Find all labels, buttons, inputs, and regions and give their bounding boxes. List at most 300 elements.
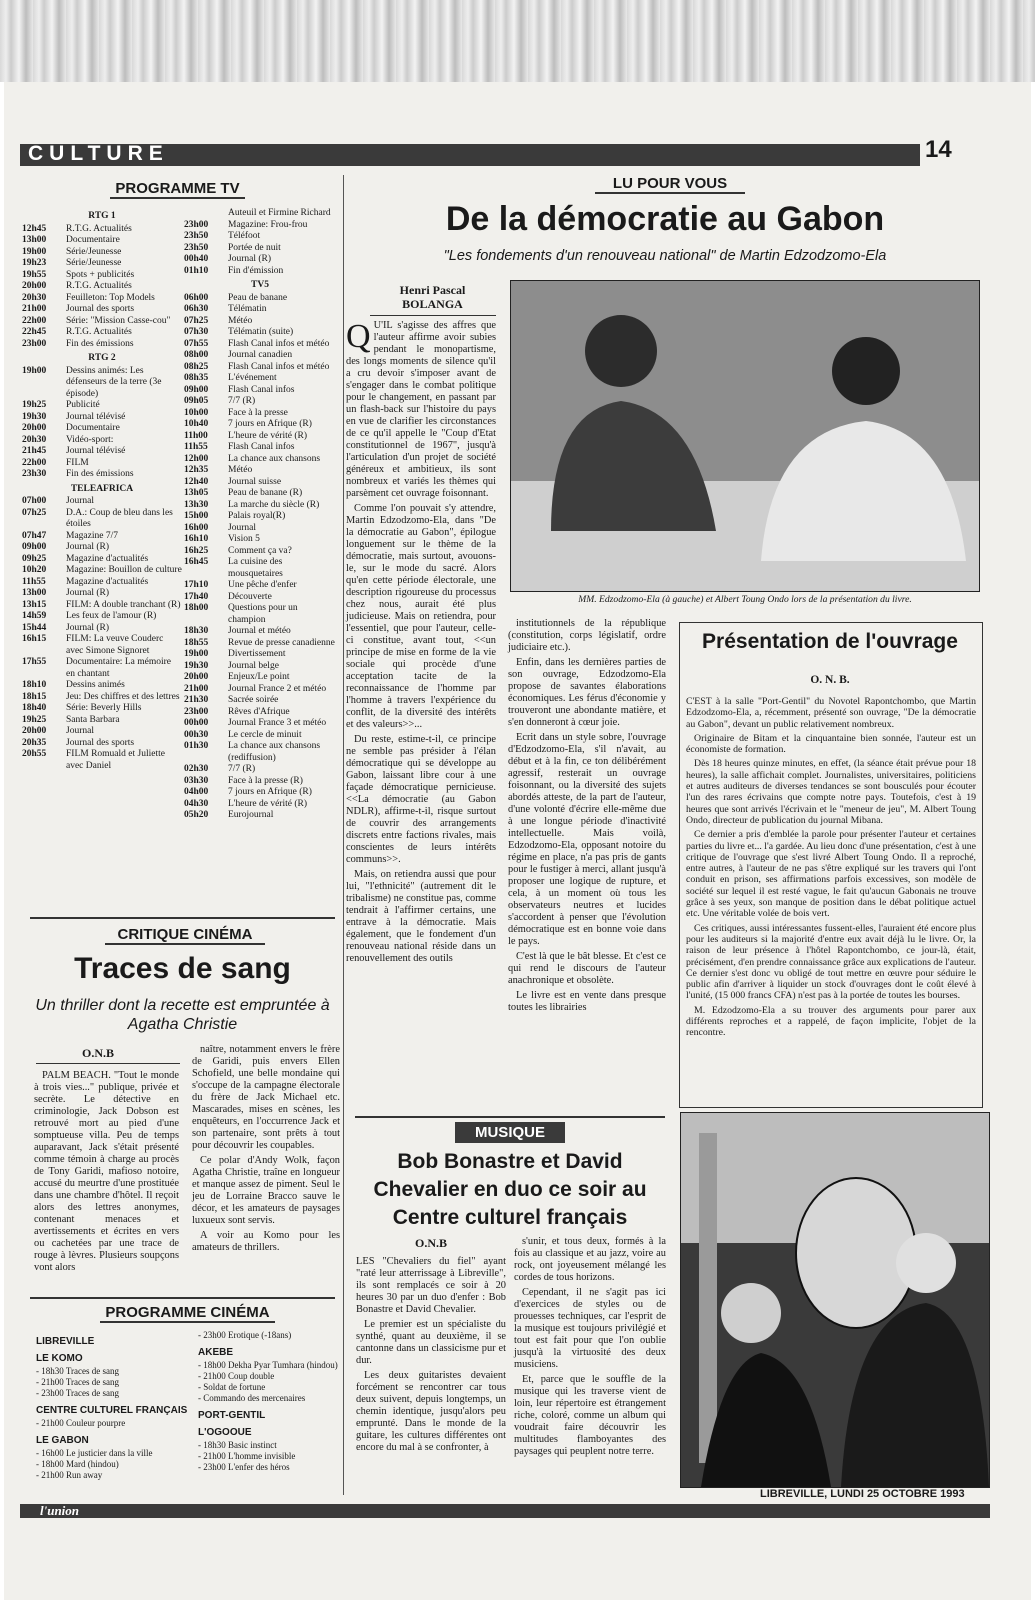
tv-programme: Comment ça va? <box>228 545 292 556</box>
cinema-showing: - 23h00 Traces de sang <box>36 1388 119 1398</box>
cinema-showing: - 16h00 Le justicier dans la ville <box>36 1448 153 1458</box>
cinema-showing: - 21h00 L'homme invisible <box>198 1451 296 1461</box>
tv-time: 14h59 <box>22 611 47 621</box>
tv-listing-row <box>184 787 336 799</box>
tv-listing-row <box>184 764 336 776</box>
tv-programme: Face à la presse <box>228 407 288 418</box>
tv-programme: Une pêche d'enfer <box>228 580 297 590</box>
tv-programme: Peau de banane <box>228 292 288 303</box>
tv-programme: Journal (R) <box>66 588 110 598</box>
tv-listing-row <box>184 465 336 477</box>
tv-listing-row <box>184 419 336 431</box>
photo-musicians <box>680 1112 990 1488</box>
tv-listing-row <box>22 634 182 657</box>
tv-programme: R.T.G. Actualités <box>66 281 132 291</box>
cinema-location: CENTRE CULTUREL FRANÇAIS <box>36 1405 188 1416</box>
tv-listing-row <box>22 508 182 531</box>
tv-listing-row <box>22 224 182 236</box>
lu-pour-vous-byline: Henri Pascal BOLANGA <box>399 283 466 311</box>
tv-programme: Enjeux/Le point <box>228 672 290 682</box>
tv-time: 23h50 <box>184 231 209 241</box>
tv-programme: Journal (R) <box>66 622 110 633</box>
lu-pour-vous-subtitle: "Les fondements d'un renouveau national" de Martin Edzodzomo-Ela <box>443 248 887 264</box>
tv-programme: Rêves d'Afrique <box>228 706 290 717</box>
tv-time: 20h00 <box>184 672 209 682</box>
tv-time: 19h25 <box>22 400 47 410</box>
cinema-showing: - 21h00 Traces de sang <box>36 1377 119 1387</box>
tv-listing-row <box>184 316 336 328</box>
tv-programme: Flash Canal infos <box>228 384 295 395</box>
tv-time: 07h55 <box>184 338 209 349</box>
tv-listing-row <box>22 588 182 600</box>
critique-col1: PALM BEACH. "Tout le monde à trois vies..." publique, privée et secrète. Le détective en criminologie, Jack Dobson est retrouvé mort au pied d'une somptueuse villa. Peu de temps auparavant, Jack s'était présenté comme témoin à charge au procès de Tony Garidi, mafioso notoire, accusé du meurtre d'une prostituée dans une chambre d'hôtel. Il reçoit alors des lettres anonymes, contenant menaces et avertissements et écrites en vers ou cachetées par une trace de rouge à lèvres. Plusieurs soupçons vont alors <box>34 1070 179 1273</box>
tv-programme: Peau de banane (R) <box>228 488 303 498</box>
tv-listing-row <box>184 511 336 523</box>
tv-programme: Santa Barbara <box>66 714 120 725</box>
tv-time: 01h30 <box>184 741 209 751</box>
tv-time: 16h45 <box>184 557 209 567</box>
tv-time: 08h25 <box>184 361 209 372</box>
lu-pour-vous-title: De la démocratie au Gabon <box>445 200 885 238</box>
cinema-showing: - Commando des mercenaires <box>198 1393 306 1403</box>
tv-time: 07h00 <box>22 496 47 506</box>
programme-tv-title: PROGRAMME TV <box>110 180 245 199</box>
cinema-showing: - 21h00 Coup double <box>198 1371 275 1381</box>
tv-programme: Télématin <box>228 304 267 314</box>
tv-listing-row <box>22 235 182 247</box>
tv-programme: Fin d'émission <box>228 265 284 276</box>
cinema-showing: - Soldat de fortune <box>198 1382 266 1392</box>
tv-listing-row <box>22 446 182 458</box>
divider <box>30 917 335 919</box>
tv-programme: Série/Jeunesse <box>66 246 122 257</box>
cinema-showing: - 21h00 Couleur pourpre <box>36 1418 126 1428</box>
cinema-location: L'OGOOUE <box>198 1427 252 1438</box>
tv-programme: Météo <box>228 315 253 326</box>
tv-listing-row <box>22 600 182 612</box>
tv-listing-row <box>22 623 182 635</box>
tv-programme: L'heure de vérité (R) <box>228 430 307 441</box>
tv-listing-row <box>22 270 182 282</box>
tv-programme: Dessins animés <box>66 680 125 690</box>
tv-programme: La chance aux chansons <box>228 453 321 464</box>
tv-listing-row <box>22 680 182 692</box>
tv-programme: Journal <box>228 522 256 533</box>
tv-time: 20h00 <box>22 726 47 736</box>
tv-listing-row <box>22 339 182 351</box>
tv-time: 15h00 <box>184 511 209 521</box>
tv-programme: Magazine d'actualités <box>66 553 149 564</box>
tv-programme: Flash Canal infos et météo <box>228 361 330 372</box>
tv-programme: 7 jours en Afrique (R) <box>228 419 312 429</box>
tv-programme: 7/7 (R) <box>228 396 256 406</box>
tv-programme: Documentaire <box>66 423 120 433</box>
tv-time: 00h30 <box>184 729 209 740</box>
tv-listing-row <box>184 810 336 822</box>
tv-time: 08h35 <box>184 373 209 383</box>
tv-listing-row <box>184 730 336 742</box>
tv-time: 19h55 <box>22 269 47 280</box>
cinema-showing: - 18h00 Dekha Pyar Tumhara (hindou) <box>198 1360 338 1370</box>
tv-time: 17h40 <box>184 591 209 602</box>
tv-listing-row <box>22 366 182 401</box>
footer-paper: l'union <box>40 1503 80 1518</box>
tv-time: 12h00 <box>184 453 209 464</box>
tv-time: 23h00 <box>184 706 209 717</box>
tv-listing-row <box>184 254 336 266</box>
tv-listing-row <box>184 661 336 673</box>
tv-programme: Palais royal(R) <box>228 511 286 521</box>
tv-programme: Journal des sports <box>66 737 135 748</box>
tv-listing-row <box>184 266 336 278</box>
tv-programme: Téléfoot <box>228 231 261 241</box>
musique-col1: LES "Chevaliers du fiel" ayant "raté leur atterrissage à Libreville", ils sont remplacés ce soir à 20 heures 30 par un duo d'enfer : Bob Bonastre et David Chevalier. Le premier est un spécialiste du synthé, quant au deuxième, il se cantonne dans un classicisme pur et dur. Les deux guitaristes devaient forcément se rencontrer car tous deux suivent, depuis longtemps, un chemin identique, jusqu'alors peu emprunté. Dans le monde de la guitare, les cultures différentes ont encore du mal à se confronter, à <box>356 1256 506 1453</box>
critique-kicker: CRITIQUE CINÉMA <box>105 926 265 945</box>
tv-programme: Série: Beverly Hills <box>66 703 142 713</box>
tv-programme: Journal <box>66 726 94 736</box>
tv-time: 01h10 <box>184 265 209 276</box>
tv-listing-row <box>22 258 182 270</box>
tv-listing-col2 <box>184 208 336 822</box>
tv-programme: Journal France 3 et météo <box>228 718 327 728</box>
tv-programme: Jeu: Des chiffres et des lettres <box>66 691 180 702</box>
tv-programme: Documentaire: La mémoire en chantant <box>66 657 171 679</box>
tv-programme: FILM Romuald et Juliette avec Daniel <box>66 749 165 771</box>
footer-band <box>20 1504 990 1518</box>
cinema-showing: - 21h00 Run away <box>36 1470 103 1480</box>
tv-programme: Feuilleton: Top Models <box>66 292 155 303</box>
tv-programme: Météo <box>228 465 253 475</box>
tv-programme: Journal télévisé <box>66 446 126 456</box>
tv-listing-row <box>184 431 336 443</box>
tv-listing-row <box>22 304 182 316</box>
tv-time: 17h55 <box>22 657 47 667</box>
tv-programme: FILM <box>66 457 89 468</box>
tv-time: 16h15 <box>22 634 47 644</box>
tv-time: 23h30 <box>22 469 47 479</box>
tv-time: 19h23 <box>22 258 47 268</box>
tv-listing-row <box>184 488 336 500</box>
critique-col2: naître, notamment envers le frère de Garidi, puis envers Ellen Schofield, une belle mondaine qui s'occupe de la campagne électorale du frère de Jack Michael etc. Mascarades, mises en scènes, les enquêteurs, en l'occurrence Jack et son partenaire, sont prêts à tout pour découvrir les coupables. Ce polar d'Andy Wolk, façon Agatha Christie, traîne en longueur et manque assez de piment. Seul le jeu de Lorraine Bracco sauve le décor, et les amateurs de paysages luxueux sont servis. A voir au Komo pour les amateurs de thrillers. <box>192 1044 340 1253</box>
tv-time: 11h55 <box>184 442 208 452</box>
tv-time: 04h30 <box>184 798 209 809</box>
cinema-location: LIBREVILLE <box>36 1336 95 1347</box>
tv-listing-row <box>184 500 336 512</box>
tv-time: 06h00 <box>184 292 209 303</box>
tv-programme: Magazine: Bouillon de culture <box>66 565 182 575</box>
tv-programme: Journal (R) <box>228 254 272 264</box>
tv-listing-row <box>184 408 336 420</box>
tv-programme: Sacrée soirée <box>228 695 279 705</box>
tv-time: 18h40 <box>22 703 47 713</box>
tv-listing-row <box>22 281 182 293</box>
tv-programme: Télématin (suite) <box>228 327 294 337</box>
tv-listing-row <box>22 611 182 623</box>
tv-programme: Magazine 7/7 <box>66 530 118 541</box>
tv-listing-row <box>184 373 336 385</box>
tv-programme: Magazine d'actualités <box>66 576 149 587</box>
tv-time: 21h00 <box>22 304 47 314</box>
tv-listing-row <box>184 626 336 638</box>
tv-listing-row <box>22 458 182 470</box>
tv-programme: FILM: La veuve Couderc avec Simone Signoret <box>66 634 164 656</box>
tv-programme: Le cercle de minuit <box>228 729 302 740</box>
tv-time: 07h25 <box>184 315 209 326</box>
tv-programme: Face à la presse (R) <box>228 775 303 786</box>
presentation-body: C'EST à la salle "Port-Gentil" du Novotel Rapontchombo, que Martin Edzodzomo-Ela, a, récemment, présenté son ouvrage, "De la démocratie au Gabon", devant un public relativement nombreux. Originaire de Bitam et la cinquantaine bien sonnée, l'auteur est un économiste de formation. Dès 18 heures quinze minutes, en effet, (la séance était prévue pour 18 heures), la salle affichait complet. Journalistes, universitaires, politiciens et autres auditeurs de diverses tendances se sont bousculés pour écouter l'un des rares écrivains que compte notre pays. Toutefois, c'est à 19 heures que sont arrivés l'écrivain et le "meneur de jeu", M. Albert Toung Ondo, directeur de publication du journal Mibana. Ce dernier a pris d'emblée la parole pour présenter l'auteur et certaines parties du livre et... l'a gardée. Au lieu donc d'une présentation, c'est à une critique de l'ouvrage que s'est livré Albert Toung Ondo. Il a reproché, entre autres, à l'auteur de ne pas s'être expliqué sur les travers qui l'ont conduit en prison, ses affirmations parfois excessives, son modèle de société sur lequel il est resté vague, le fait qu'aucun Gabonais ne trouve grâce à ses yeux, son manque de position dans le débat politique actuel etc. Une véritable volée de bois vert. Ces critiques, aussi intéressantes fussent-elles, l'auraient été encore plus pour les auditeurs si la majorité d'entre eux avait déjà lu le livre. Or, la raison de leur présence à l'hôtel Rapontchombo, ce jour-là, était, précisément, d'en prendre connaissance grâce aux explications de l'auteur. Ce dernier s'est donc vu obligé de tout mettre en œuvre pour séduire le public afin d'arriver à liquider un stock d'ouvrages dont le coût élevé à l'unité, (15 000 francs CFA) n'est pas à la portée de toutes les bourses. M. Edzodzomo-Ela a su trouver des arguments pour parer aux différents reproches et a rappelé, de façon implicite, l'objet de la rencontre. <box>686 696 976 1039</box>
tv-programme: Divertissement <box>228 649 286 659</box>
tv-time: 04h00 <box>184 787 209 797</box>
tv-station-name: RTG 1 <box>88 211 116 221</box>
tv-listing-row <box>184 293 336 305</box>
tv-listing-row <box>22 469 182 481</box>
lu-pour-vous-col2: institutionnels de la république (constitution, corps législatif, ordre judiciaire etc.). Enfin, dans les dernières parties de son ouvrage, Edzodzomo-Ela propose de savantes élaborations économiques. Les férus d'économie y trouveront une abondante matière, et s'en donneront à cœur joie. Ecrit dans un style sobre, l'ouvrage d'Edzodzomo-Ela, s'il n'avait, au début et à la fin, ce ton délibérément agressif, resterait un ouvrage foisonnant, ou la diversité des sujets abordés atteste, de la part de l'auteur, d'une volonté d'écrire elle-même due à une longue période d'inactivité intellectuelle. Mais voilà, Edzodzomo-Ela, opposant notoire du régime en place, n'a pas pris de gants pour le fustiger à merci, allant jusqu'à proposer une logique de rupture, et cela, à un moment où tous les observateurs neutres et lucides s'accordent à penser que l'évolution démocratique est en bonne voie dans le pays. C'est là que le bât blesse. Et c'est ce qui rend le discours de l'auteur anachronique et obsolète. Le livre est en vente dans presque toutes les librairies <box>508 618 666 1013</box>
tv-time: 06h30 <box>184 304 209 314</box>
byline-rule <box>36 1063 180 1064</box>
tv-listing-row <box>22 435 182 447</box>
cinema-location: AKEBE <box>198 1347 234 1358</box>
tv-programme: Questions pour un champion <box>228 603 298 625</box>
cinema-showing: - 18h30 Traces de sang <box>36 1366 119 1376</box>
tv-listing-row <box>22 247 182 259</box>
column-rule <box>343 175 344 1495</box>
tv-programme: Vision 5 <box>228 534 260 544</box>
tv-listing-row <box>184 477 336 489</box>
tv-time: 08h00 <box>184 350 209 360</box>
page-number: 14 <box>925 136 952 163</box>
tv-programme: Journal télévisé <box>66 411 126 422</box>
tv-listing-row <box>184 327 336 339</box>
cinema-showing: - 23h00 Erotique (-18ans) <box>198 1330 292 1340</box>
tv-time: 09h00 <box>184 384 209 395</box>
tv-programme: Série: "Mission Casse-cou" <box>66 315 171 326</box>
tv-time: 12h35 <box>184 465 209 475</box>
photo-guitars <box>681 1113 989 1487</box>
tv-listing-row <box>184 339 336 351</box>
tv-listing-row <box>184 208 336 220</box>
section-title: CULTURE <box>28 142 169 165</box>
cinema-listing-left <box>36 1330 196 1481</box>
tv-listing-row <box>22 738 182 750</box>
tv-time: 19h30 <box>22 411 47 422</box>
tv-time: 02h30 <box>184 764 209 774</box>
photo-authors <box>510 280 980 592</box>
tv-programme: Journal suisse <box>228 476 282 487</box>
tv-listing-row <box>184 454 336 466</box>
tv-time: 18h00 <box>184 603 209 613</box>
tv-time: 00h00 <box>184 718 209 728</box>
tv-programme: Fin des émissions <box>66 338 134 349</box>
tv-time: 00h40 <box>184 254 209 264</box>
tv-time: 12h45 <box>22 223 47 234</box>
tv-programme: Journal (R) <box>66 542 110 552</box>
tv-listing-col1 <box>22 208 182 772</box>
tv-time: 13h30 <box>184 499 209 510</box>
tv-listing-row <box>22 657 182 680</box>
cinema-listing-right <box>198 1330 346 1473</box>
tv-listing-row <box>22 703 182 715</box>
tv-listing-row <box>184 718 336 730</box>
tv-programme: Journal canadien <box>228 350 293 360</box>
tv-time: 16h25 <box>184 545 209 556</box>
programme-cinema-title: PROGRAMME CINÉMA <box>100 1304 275 1323</box>
cinema-location: LE GABON <box>36 1435 89 1446</box>
presentation-byline: O. N. B. <box>810 674 850 686</box>
tv-listing-row <box>22 565 182 577</box>
musique-title: Bob Bonastre et David Chevalier en duo ce soir au Centre culturel français <box>373 1150 647 1229</box>
tv-time: 19h00 <box>22 246 47 257</box>
tv-listing-row <box>184 546 336 558</box>
tv-programme: Magazine: Frou-frou <box>228 219 308 230</box>
tv-listing-row <box>184 557 336 580</box>
tv-programme: Journal France 2 et météo <box>228 683 327 694</box>
tv-programme: Spots + publicités <box>66 269 135 280</box>
tv-time: 09h25 <box>22 553 47 564</box>
tv-programme: Revue de presse canadienne <box>228 637 335 648</box>
tv-programme: Journal des sports <box>66 304 135 314</box>
tv-time: 09h00 <box>22 542 47 552</box>
tv-time: 21h30 <box>184 695 209 705</box>
tv-listing-row <box>184 649 336 661</box>
tv-programme: R.T.G. Actualités <box>66 327 132 337</box>
tv-programme: R.T.G. Actualités <box>66 223 132 234</box>
tv-programme: Flash Canal infos <box>228 442 295 452</box>
tv-listing-row <box>22 400 182 412</box>
tv-listing-row <box>184 442 336 454</box>
tv-listing-row <box>184 396 336 408</box>
tv-listing-row <box>184 707 336 719</box>
byline-rule <box>370 315 496 316</box>
cinema-location: PORT-GENTIL <box>198 1410 266 1421</box>
tv-time: 20h30 <box>22 292 47 303</box>
tv-time: 13h05 <box>184 488 209 498</box>
lu-pour-vous-kicker: LU POUR VOUS <box>595 175 745 194</box>
cinema-showing: - 18h00 Mard (hindou) <box>36 1459 119 1469</box>
musique-kicker: MUSIQUE <box>455 1122 565 1143</box>
tv-time: 07h25 <box>22 507 47 518</box>
tv-listing-row <box>184 580 336 592</box>
cinema-location: LE KOMO <box>36 1353 83 1364</box>
tv-time: 11h55 <box>22 576 46 587</box>
tv-listing-row <box>184 603 336 626</box>
tv-time: 21h45 <box>22 446 47 456</box>
tv-time: 20h30 <box>22 434 47 445</box>
divider <box>355 1116 665 1118</box>
tv-time: 19h00 <box>22 365 47 376</box>
tv-programme: Fin des émissions <box>66 469 134 479</box>
tv-station-name: TV5 <box>251 280 269 290</box>
tv-time: 10h20 <box>22 565 47 575</box>
tv-programme: Journal belge <box>228 660 279 671</box>
tv-time: 10h00 <box>184 407 209 418</box>
tv-listing-row <box>184 684 336 696</box>
tv-listing-row <box>22 316 182 328</box>
cinema-showing: - 23h00 L'enfer des héros <box>198 1462 290 1472</box>
tv-time: 17h10 <box>184 580 209 590</box>
tv-programme: 7 jours en Afrique (R) <box>228 787 312 797</box>
tv-listing-row <box>184 523 336 535</box>
tv-listing-row <box>184 534 336 546</box>
tv-time: 19h25 <box>22 714 47 725</box>
tv-listing-row <box>22 327 182 339</box>
tv-time <box>184 208 228 220</box>
tv-programme: Les feux de l'amour (R) <box>66 611 157 621</box>
tv-programme: 7/7 (R) <box>228 764 256 774</box>
tv-time: 13h00 <box>22 588 47 598</box>
tv-time: 18h15 <box>22 691 47 702</box>
tv-time: 20h35 <box>22 737 47 748</box>
tv-listing-row <box>22 726 182 738</box>
tv-programme: L'événement <box>228 373 277 383</box>
tv-time: 11h00 <box>184 430 208 441</box>
tv-listing-row <box>22 749 182 772</box>
tv-listing-row <box>22 423 182 435</box>
tv-listing-row <box>184 362 336 374</box>
tv-time: 21h00 <box>184 683 209 694</box>
tv-programme: Dessins animés: Les défenseurs de la terre (3e épisode) <box>66 365 162 399</box>
tv-time: 09h05 <box>184 396 209 406</box>
tv-programme: Auteuil et Firmine Richard <box>228 208 331 218</box>
tv-time: 20h00 <box>22 423 47 433</box>
tv-listing-row <box>22 412 182 424</box>
tv-programme: Eurojournal <box>228 810 274 820</box>
tv-time: 07h47 <box>22 530 47 541</box>
tv-programme: La chance aux chansons (rediffusion) <box>228 741 321 763</box>
lu-pour-vous-col1: Q U'IL s'agisse des affres que l'auteur affirme avoir subies pendant le monopartisme, des longs moments de silence qu'il a cru devoir s'imposer avant de s'engager dans le combat politique pour le changement, en passant par un flash-back sur l'histoire du pays en vue de clarifier les circonstances de ce qu'il appelle le "Coup d'Etat constitutionnel de 1967", jusqu'à l'articulation d'un projet de société généreux et ambitieux, ils sont nombreux et variés les thèmes qui parsèment cet ouvrage foisonnant. Comme l'on pouvait s'y attendre, Martin Edzodzomo-Ela, dans "De la démocratie au Gabon", épilogue longuement sur le thème de la démocratie, mais surtout, avouons-le, sur le mode du sacré. Alors qu'en cette période électorale, une description rigoureuse du processus chez nous, aurait été plus judicieuse. Mais on retiendra, pour l'essentiel, que pour l'auteur, celle-ci constitue, avant tout, <<un principe de mise en forme de la vie sociale qui procède d'une acceptation tacite de la reconnaissance de l'homme par l'homme à travers l'expérience du conflit, de la diversité des intérêts et des valeurs>>... Du reste, estime-t-il, ce principe ne semble pas présider à l'élan démocratique qui se développe au Gabon, laissant libre cour à une façade démocratique pernicieuse. <<La démocratie (au Gabon NDLR), affirme-t-il, risque surtout de couvrir des arrangements discrets entre factions rivales, mais conscientes de leurs intérêts communs>>. Mais, on retiendra aussi que pour lui, "l'ethnicité" (autrement dit le tribalisme) ne constitue pas, comme tendrait à l'affirmer certains, une entrave à la démocratie. Mais également, que le fondement d'un renouveau national réside dans un renouvellement des outils <box>346 318 496 964</box>
tv-time: 10h40 <box>184 419 209 429</box>
tv-time: 18h55 <box>184 637 209 648</box>
tv-station-name: TELEAFRICA <box>70 483 134 494</box>
divider <box>30 1297 335 1299</box>
tv-time: 13h15 <box>22 599 47 610</box>
tv-time: 05h20 <box>184 810 209 820</box>
tv-programme: Flash Canal infos et météo <box>228 338 330 349</box>
tv-listing-row <box>184 638 336 650</box>
tv-listing-row <box>184 243 336 255</box>
tv-programme: La cuisine des mousquetaires <box>228 557 283 579</box>
musique-byline: O.N.B <box>414 1236 447 1250</box>
tv-listing-row <box>184 799 336 811</box>
tv-time: 16h10 <box>184 534 209 544</box>
tv-time: 20h55 <box>22 749 47 759</box>
tv-time: 12h40 <box>184 476 209 487</box>
tv-programme: D.A.: Coup de bleu dans les étoiles <box>66 507 173 529</box>
tv-time: 23h50 <box>184 242 209 253</box>
critique-title: Traces de sang <box>74 952 291 985</box>
tv-listing-row <box>22 542 182 554</box>
tv-time: 13h00 <box>22 235 47 245</box>
tv-listing-row <box>22 692 182 704</box>
presentation-title: Présentation de l'ouvrage <box>702 630 958 653</box>
tv-programme: Portée de nuit <box>228 242 281 253</box>
tv-time: 22h00 <box>22 315 47 326</box>
tv-time: 22h45 <box>22 327 47 337</box>
footer-dateline: LIBREVILLE, LUNDI 25 OCTOBRE 1993 <box>760 1488 965 1500</box>
tv-listing-row <box>22 554 182 566</box>
tv-time: 22h00 <box>22 457 47 468</box>
tv-programme: Vidéo-sport: <box>66 434 114 445</box>
tv-programme: Série/Jeunesse <box>66 258 122 268</box>
tv-listing-row <box>184 304 336 316</box>
drop-cap: Q <box>346 318 371 355</box>
tv-time: 23h00 <box>184 219 209 230</box>
tv-time: 19h00 <box>184 649 209 659</box>
tv-time: 18h30 <box>184 626 209 636</box>
tv-time: 19h30 <box>184 660 209 671</box>
critique-subtitle: Un thriller dont la recette est empruntée à Agatha Christie <box>35 997 330 1033</box>
tv-station-name: RTG 2 <box>88 353 116 363</box>
tv-time: 03h30 <box>184 775 209 786</box>
